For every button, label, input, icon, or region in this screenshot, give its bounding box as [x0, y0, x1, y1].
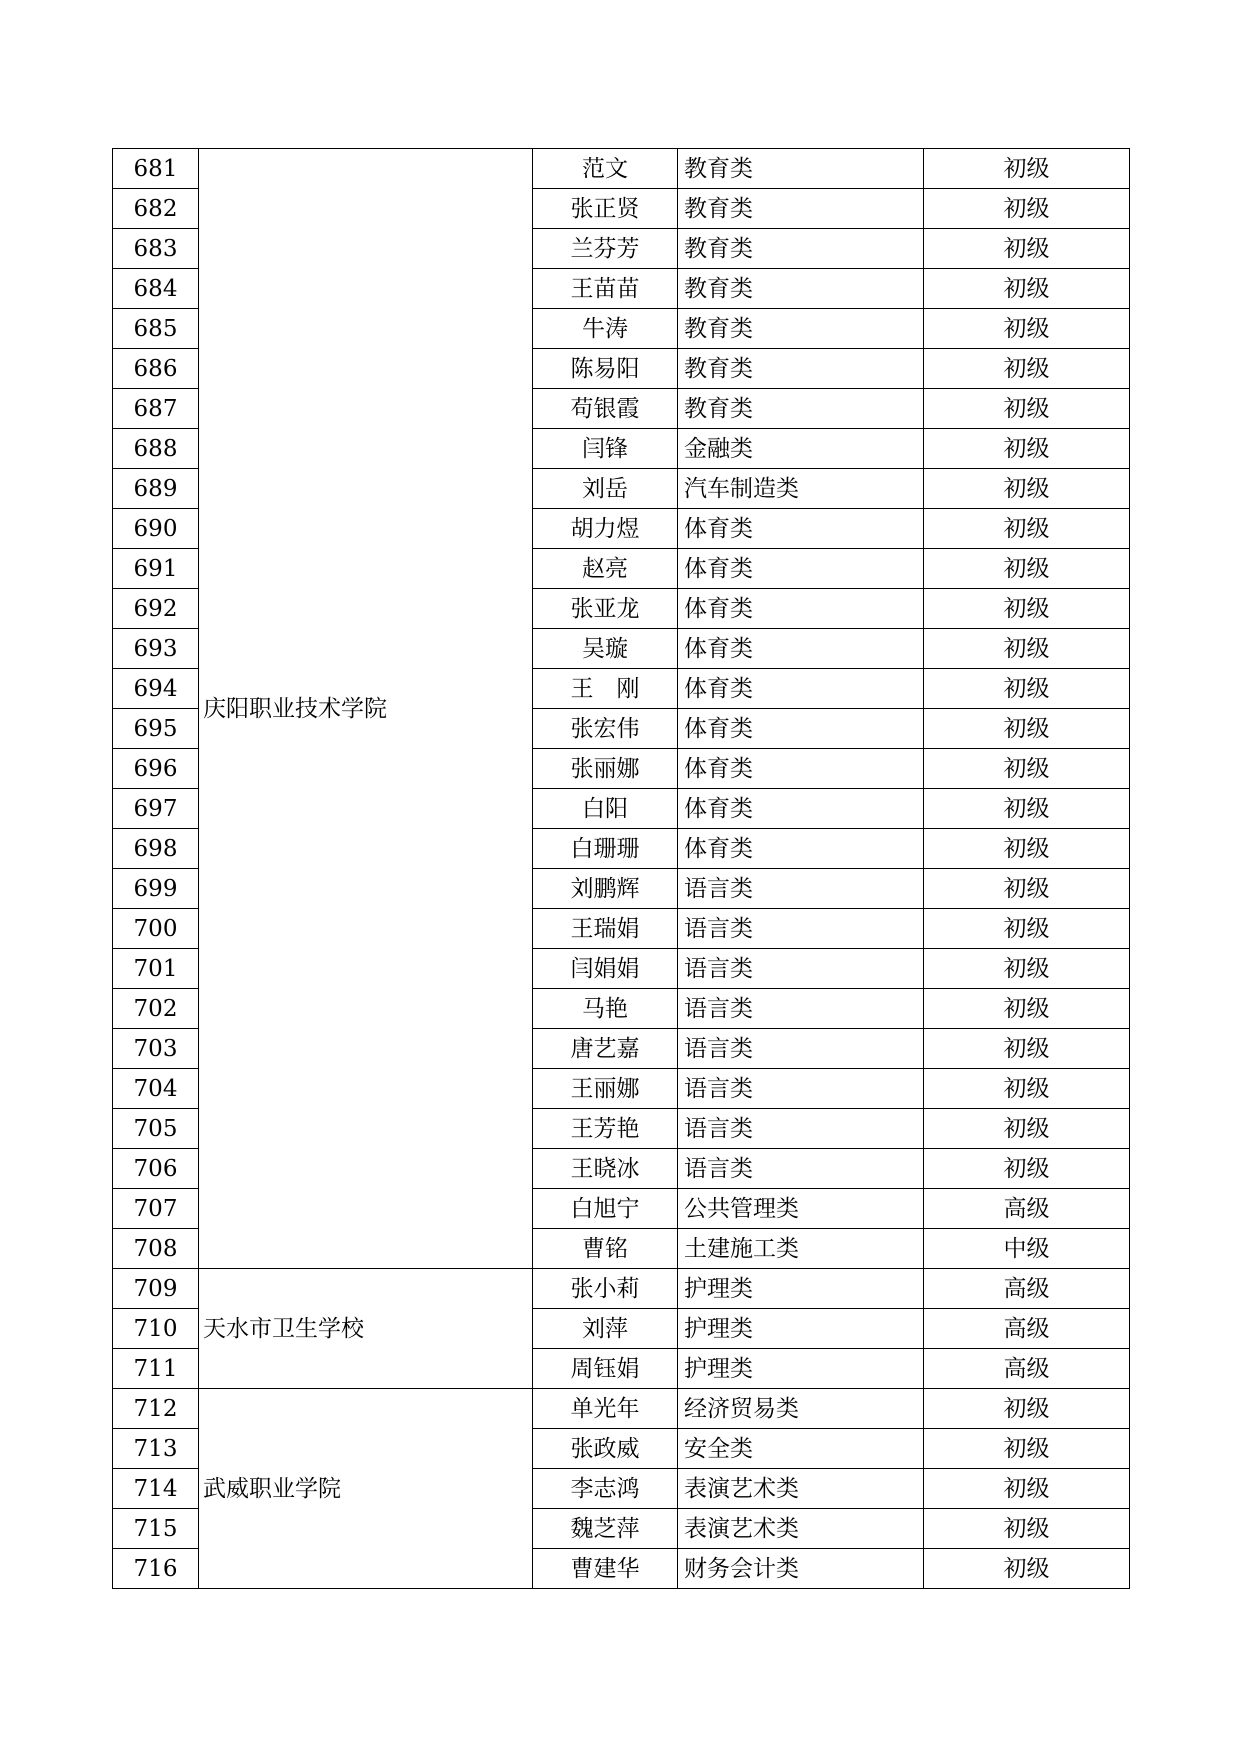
category-cell: 教育类: [678, 349, 924, 389]
category-cell: 体育类: [678, 629, 924, 669]
row-number-cell: 707: [113, 1189, 199, 1229]
level-cell: 高级: [924, 1349, 1130, 1389]
table-row: [113, 149, 1130, 189]
row-number-cell: 692: [113, 589, 199, 629]
row-number-cell: 713: [113, 1429, 199, 1469]
name-cell: 范文: [533, 149, 678, 189]
name-cell: 白阳: [533, 789, 678, 829]
name-cell: 张小莉: [533, 1269, 678, 1309]
category-cell: 语言类: [678, 949, 924, 989]
level-cell: 初级: [924, 1109, 1130, 1149]
name-cell: 张政威: [533, 1429, 678, 1469]
row-number-cell: 701: [113, 949, 199, 989]
name-cell: 周钰娟: [533, 1349, 678, 1389]
category-cell: 语言类: [678, 1109, 924, 1149]
name-cell: 张宏伟: [533, 709, 678, 749]
category-cell: 体育类: [678, 709, 924, 749]
row-number-cell: 688: [113, 429, 199, 469]
level-cell: 初级: [924, 229, 1130, 269]
row-number-cell: 690: [113, 509, 199, 549]
level-cell: 初级: [924, 1149, 1130, 1189]
level-cell: 初级: [924, 429, 1130, 469]
category-cell: 教育类: [678, 149, 924, 189]
level-cell: 初级: [924, 509, 1130, 549]
name-cell: 赵亮: [533, 549, 678, 589]
level-cell: 初级: [924, 389, 1130, 429]
category-cell: 教育类: [678, 229, 924, 269]
level-cell: 初级: [924, 469, 1130, 509]
level-cell: 初级: [924, 1069, 1130, 1109]
row-number-cell: 699: [113, 869, 199, 909]
level-cell: 初级: [924, 829, 1130, 869]
level-cell: 初级: [924, 909, 1130, 949]
row-number-cell: 706: [113, 1149, 199, 1189]
row-number-cell: 681: [113, 149, 199, 189]
roster-table-body: [113, 149, 1130, 1589]
row-number-cell: 704: [113, 1069, 199, 1109]
category-cell: 语言类: [678, 989, 924, 1029]
category-cell: 护理类: [678, 1309, 924, 1349]
category-cell: 教育类: [678, 189, 924, 229]
row-number-cell: 689: [113, 469, 199, 509]
name-cell: 牛涛: [533, 309, 678, 349]
row-number-cell: 694: [113, 669, 199, 709]
table-row: [113, 1389, 1130, 1429]
level-cell: 初级: [924, 709, 1130, 749]
category-cell: 体育类: [678, 589, 924, 629]
row-number-cell: 693: [113, 629, 199, 669]
level-cell: 初级: [924, 1029, 1130, 1069]
name-cell: 李志鸿: [533, 1469, 678, 1509]
level-cell: 高级: [924, 1269, 1130, 1309]
row-number-cell: 714: [113, 1469, 199, 1509]
category-cell: 语言类: [678, 909, 924, 949]
level-cell: 初级: [924, 1509, 1130, 1549]
name-cell: 王瑞娟: [533, 909, 678, 949]
category-cell: 安全类: [678, 1429, 924, 1469]
category-cell: 体育类: [678, 749, 924, 789]
level-cell: 初级: [924, 349, 1130, 389]
level-cell: 初级: [924, 589, 1130, 629]
row-number-cell: 711: [113, 1349, 199, 1389]
category-cell: 体育类: [678, 829, 924, 869]
category-cell: 语言类: [678, 1149, 924, 1189]
category-cell: 金融类: [678, 429, 924, 469]
level-cell: 初级: [924, 269, 1130, 309]
name-cell: 王苗苗: [533, 269, 678, 309]
row-number-cell: 702: [113, 989, 199, 1029]
row-number-cell: 684: [113, 269, 199, 309]
level-cell: 初级: [924, 149, 1130, 189]
name-cell: 曹建华: [533, 1549, 678, 1589]
school-cell: 天水市卫生学校: [199, 1269, 533, 1389]
name-cell: 张亚龙: [533, 589, 678, 629]
category-cell: 教育类: [678, 309, 924, 349]
name-cell: 张正贤: [533, 189, 678, 229]
level-cell: 初级: [924, 629, 1130, 669]
category-cell: 语言类: [678, 869, 924, 909]
name-cell: 王 刚: [533, 669, 678, 709]
row-number-cell: 696: [113, 749, 199, 789]
level-cell: 初级: [924, 1429, 1130, 1469]
category-cell: 体育类: [678, 509, 924, 549]
name-cell: 曹铭: [533, 1229, 678, 1269]
name-cell: 王晓冰: [533, 1149, 678, 1189]
category-cell: 教育类: [678, 389, 924, 429]
level-cell: 初级: [924, 869, 1130, 909]
level-cell: 初级: [924, 309, 1130, 349]
row-number-cell: 709: [113, 1269, 199, 1309]
level-cell: 初级: [924, 1549, 1130, 1589]
level-cell: 高级: [924, 1189, 1130, 1229]
level-cell: 初级: [924, 189, 1130, 229]
school-cell: 武威职业学院: [199, 1389, 533, 1589]
category-cell: 土建施工类: [678, 1229, 924, 1269]
category-cell: 护理类: [678, 1349, 924, 1389]
name-cell: 白旭宁: [533, 1189, 678, 1229]
row-number-cell: 708: [113, 1229, 199, 1269]
name-cell: 刘萍: [533, 1309, 678, 1349]
name-cell: 苟银霞: [533, 389, 678, 429]
category-cell: 公共管理类: [678, 1189, 924, 1229]
level-cell: 高级: [924, 1309, 1130, 1349]
name-cell: 王芳艳: [533, 1109, 678, 1149]
category-cell: 经济贸易类: [678, 1389, 924, 1429]
category-cell: 表演艺术类: [678, 1469, 924, 1509]
name-cell: 吴璇: [533, 629, 678, 669]
category-cell: 语言类: [678, 1069, 924, 1109]
name-cell: 刘岳: [533, 469, 678, 509]
row-number-cell: 700: [113, 909, 199, 949]
name-cell: 魏芝萍: [533, 1509, 678, 1549]
name-cell: 陈易阳: [533, 349, 678, 389]
row-number-cell: 715: [113, 1509, 199, 1549]
school-cell: 庆阳职业技术学院: [199, 149, 533, 1269]
level-cell: 初级: [924, 1469, 1130, 1509]
name-cell: 兰芬芳: [533, 229, 678, 269]
category-cell: 语言类: [678, 1029, 924, 1069]
row-number-cell: 716: [113, 1549, 199, 1589]
name-cell: 单光年: [533, 1389, 678, 1429]
level-cell: 初级: [924, 669, 1130, 709]
row-number-cell: 691: [113, 549, 199, 589]
name-cell: 白珊珊: [533, 829, 678, 869]
row-number-cell: 698: [113, 829, 199, 869]
level-cell: 初级: [924, 1389, 1130, 1429]
row-number-cell: 712: [113, 1389, 199, 1429]
name-cell: 闫娟娟: [533, 949, 678, 989]
row-number-cell: 697: [113, 789, 199, 829]
name-cell: 张丽娜: [533, 749, 678, 789]
table-row: [113, 1269, 1130, 1309]
name-cell: 马艳: [533, 989, 678, 1029]
row-number-cell: 710: [113, 1309, 199, 1349]
category-cell: 护理类: [678, 1269, 924, 1309]
row-number-cell: 695: [113, 709, 199, 749]
level-cell: 初级: [924, 549, 1130, 589]
category-cell: 教育类: [678, 269, 924, 309]
row-number-cell: 686: [113, 349, 199, 389]
category-cell: 汽车制造类: [678, 469, 924, 509]
name-cell: 唐艺嘉: [533, 1029, 678, 1069]
level-cell: 初级: [924, 789, 1130, 829]
row-number-cell: 683: [113, 229, 199, 269]
level-cell: 初级: [924, 989, 1130, 1029]
category-cell: 体育类: [678, 549, 924, 589]
row-number-cell: 687: [113, 389, 199, 429]
name-cell: 王丽娜: [533, 1069, 678, 1109]
name-cell: 刘鹏辉: [533, 869, 678, 909]
row-number-cell: 682: [113, 189, 199, 229]
level-cell: 初级: [924, 949, 1130, 989]
name-cell: 胡力煜: [533, 509, 678, 549]
roster-table: [112, 148, 1130, 1589]
category-cell: 体育类: [678, 789, 924, 829]
category-cell: 表演艺术类: [678, 1509, 924, 1549]
row-number-cell: 685: [113, 309, 199, 349]
row-number-cell: 705: [113, 1109, 199, 1149]
level-cell: 中级: [924, 1229, 1130, 1269]
row-number-cell: 703: [113, 1029, 199, 1069]
category-cell: 体育类: [678, 669, 924, 709]
name-cell: 闫锋: [533, 429, 678, 469]
category-cell: 财务会计类: [678, 1549, 924, 1589]
level-cell: 初级: [924, 749, 1130, 789]
